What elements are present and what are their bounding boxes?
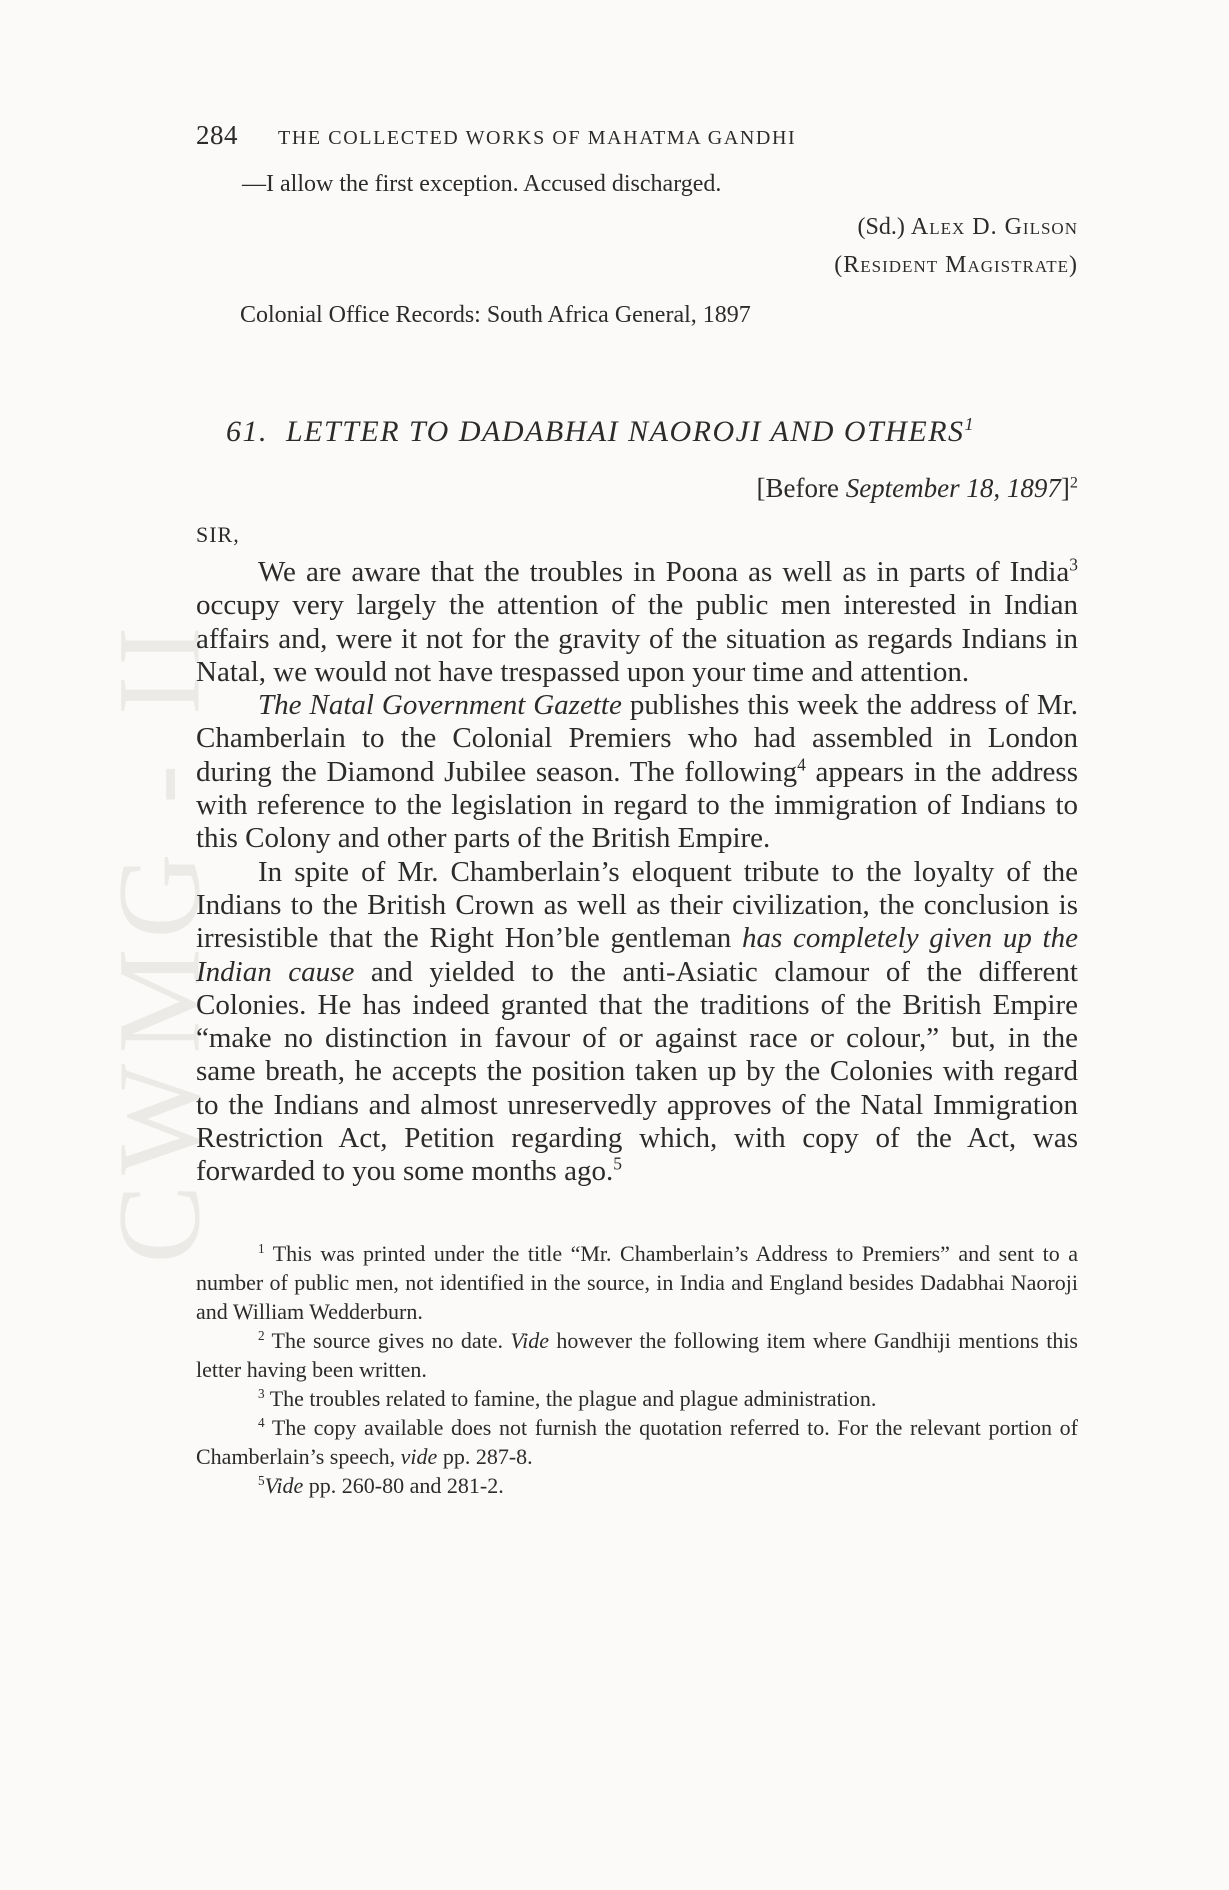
date-italic: September 18, 1897 <box>845 473 1061 503</box>
signature-name: Alex D. Gilson <box>910 214 1078 240</box>
gazette-title: The Natal Government Gazette <box>258 689 622 722</box>
footnote-ref-5: 5 <box>613 1153 622 1174</box>
salutation: SIR, <box>196 522 240 547</box>
footnote-2-vide: Vide <box>510 1327 549 1353</box>
signature-block <box>196 208 1078 284</box>
paragraph-1-text-a: We are aware that the troubles in Poona as well as in parts of India <box>258 556 1070 588</box>
footnotes <box>196 1239 1078 1500</box>
footnote-3-text: The troubles related to famine, the plague and plague administration. <box>264 1385 877 1411</box>
signature-title: (Resident Magistrate) <box>834 252 1078 278</box>
footnote-2-text-b: however the following item where Gandhiji mentions this letter having been written. <box>196 1327 1078 1382</box>
footnote-1-mark: 1 <box>258 1240 265 1256</box>
footnote-4 <box>196 1413 1078 1471</box>
date-open: [Before <box>756 473 846 503</box>
paragraph-2 <box>196 689 1078 855</box>
footnote-5-mark: 5 <box>258 1472 265 1488</box>
running-head <box>196 120 1078 151</box>
paragraph-3-text-a: In spite of Mr. Chamberlain’s eloquent tribute to the loyalty of the Indians to the British Crown as well as their civilization, the conclusion is irresistible that the Right Hon’ble gentleman <box>196 855 1078 955</box>
paragraph-3 <box>196 856 1078 1189</box>
source-citation: Colonial Office Records: South Africa General, 1897 <box>240 302 751 328</box>
footnote-1-text: This was printed under the title “Mr. Chamberlain’s Address to Premiers” and sent to a number of public men, not identified in the source, in India and England besides Dadabhai Naoroji and William Wedderburn. <box>196 1240 1078 1324</box>
footnote-5 <box>196 1471 1078 1500</box>
footnote-ref-1: 1 <box>964 414 976 435</box>
signature-line <box>196 208 1078 246</box>
date-line <box>196 473 1078 504</box>
footnote-2-text-a: The source gives no date. <box>264 1327 511 1353</box>
watermark-text: CWMG - II <box>94 616 226 1264</box>
footnote-4-mark: 4 <box>258 1414 265 1430</box>
item-number: 61. <box>226 415 268 448</box>
footnote-4-vide: vide <box>400 1443 438 1469</box>
footnote-5-vide: Vide <box>264 1472 304 1498</box>
paragraph-2-text-a: publishes this week the address of Mr. Chamberlain to the Colonial Premiers who had assembled in London during the Diamond Jubilee season. The following <box>196 689 1079 788</box>
paragraph-2-text-b: appears in the address with reference to the legislation in regard to the immigration of Indians to this Colony and other parts of the British Empire. <box>196 755 1078 855</box>
footnote-2 <box>196 1326 1078 1384</box>
page-number: 284 <box>196 120 238 150</box>
signature-prefix: (Sd.) <box>857 214 905 240</box>
running-title: THE COLLECTED WORKS OF MAHATMA GANDHI <box>278 127 797 149</box>
footnote-4-text-b: pp. 287-8. <box>437 1443 533 1469</box>
footnote-3 <box>196 1384 1078 1413</box>
paragraph-1 <box>196 556 1078 689</box>
footnote-5-text: pp. 260-80 and 281-2. <box>303 1472 504 1498</box>
footnote-1 <box>196 1239 1078 1326</box>
document-page <box>196 120 1078 1500</box>
footnote-3-mark: 3 <box>258 1385 265 1401</box>
paragraph-3-text-b: and yielded to the anti-Asiatic clamour of the different Colonies. He has indeed granted that the traditions of the British Empire “make no distinction in favour of or against race or colour,” but, in the same breath, he accepts the position taken up by the Colonies with regard to the Indians and almost unreservedly approves of the Natal Immigration Restriction Act, Petition regarding which, with copy of the Act, was forwarded to you some months ago. <box>196 955 1078 1188</box>
item-title: LETTER TO DADABHAI NAOROJI AND OTHERS <box>286 415 965 448</box>
paragraph-1-text-b: occupy very largely the attention of the public men interested in Indian affairs and, were it not for the gravity of the situation as regards Indians in Natal, we would not have trespassed upon your time and attention. <box>196 589 1078 688</box>
footnote-ref-4: 4 <box>797 754 806 775</box>
footnote-4-text-a: The copy available does not furnish the quotation referred to. For the relevant portion of Chamberlain’s speech, <box>196 1414 1078 1469</box>
item-heading <box>226 415 1078 449</box>
footnote-2-mark: 2 <box>258 1327 265 1343</box>
letter-body <box>196 556 1078 1189</box>
footnote-ref-3: 3 <box>1069 554 1078 575</box>
paragraph-3-emphasis: has completely given up the Indian cause <box>196 922 1078 988</box>
closing-line: —I allow the first exception. Accused discharged. <box>242 171 722 197</box>
date-close: ] <box>1060 473 1070 503</box>
footnote-ref-2: 2 <box>1069 473 1078 492</box>
